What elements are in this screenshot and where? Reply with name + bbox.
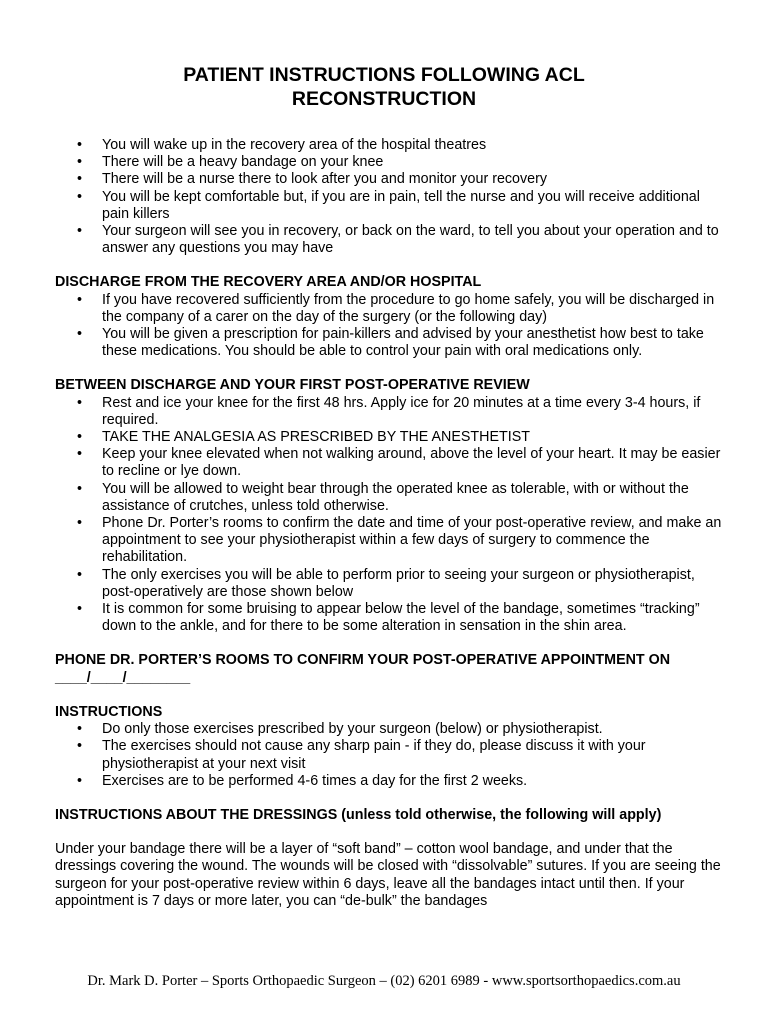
page-title [60, 63, 708, 111]
discharge-heading: DISCHARGE FROM THE RECOVERY AREA AND/OR HOSPITAL [55, 274, 482, 291]
discharge-list [55, 292, 725, 361]
list-item: • Keep your knee elevated when not walking around, above the level of your heart. It may be easier to recline or lye down. [55, 446, 725, 480]
spacer [55, 360, 725, 377]
list-item: • Rest and ice your knee for the first 48 hrs. Apply ice for 20 minutes at a time every 3-4 hours, if required. [55, 395, 725, 429]
page-footer: Dr. Mark D. Porter – Sports Orthopaedic Surgeon – (02) 6201 6989 - www.sportsorthopaedics.com.au [87, 973, 681, 989]
title-line-2: RECONSTRUCTION [291, 88, 477, 110]
list-item: • You will wake up in the recovery area of the hospital theatres [55, 137, 725, 154]
instructions-heading: INSTRUCTIONS [55, 703, 163, 720]
list-item: • Do only those exercises prescribed by your surgeon (below) or physiotherapist. [55, 721, 725, 738]
list-item: • You will be kept comfortable but, if you are in pain, tell the nurse and you will receive additional pain killers [55, 189, 725, 223]
list-item: • If you have recovered sufficiently from the procedure to go home safely, you will be discharged in the company of a carer on the day of the surgery (or the following day) [55, 292, 725, 326]
title-line-1: PATIENT INSTRUCTIONS FOLLOWING ACL [183, 64, 585, 86]
spacer [55, 687, 725, 704]
document-body [55, 137, 725, 910]
between-list [55, 395, 725, 636]
list-item: • The exercises should not cause any sharp pain - if they do, please discuss it with your physiotherapist at your next visit [55, 738, 725, 772]
list-item: • You will be given a prescription for pain-killers and advised by your anesthetist how best to take these medications. You should be able to control your pain with oral medications only. [55, 326, 725, 360]
dressings-heading-text: INSTRUCTIONS ABOUT THE DRESSINGS [55, 806, 338, 823]
list-item: • It is common for some bruising to appear below the level of the bandage, sometimes “tracking” down to the ankle, and for there to be some alteration in sensation in the shin area. [55, 601, 725, 635]
spacer [55, 790, 725, 807]
spacer [55, 824, 725, 841]
between-heading: BETWEEN DISCHARGE AND YOUR FIRST POST-OPERATIVE REVIEW [55, 377, 530, 394]
dressings-heading-note: (unless told otherwise, the following will apply) [341, 806, 662, 823]
spacer [55, 635, 725, 652]
list-item: • TAKE THE ANALGESIA AS PRESCRIBED BY THE ANESTHETIST [55, 429, 725, 446]
intro-list [55, 137, 725, 257]
spacer [55, 257, 725, 274]
dressings-paragraph: Under your bandage there will be a layer of “soft band” – cotton wool bandage, and under that the dressings covering the wound. The wounds will be closed with “dissolvable” sutures. If you are seeing the surgeon for your post-operative review within 6 days, leave all the bandages intact until then. If your appointment is 7 days or more later, you can “de-bulk” the bandages [55, 841, 721, 909]
list-item: • There will be a nurse there to look after you and monitor your recovery [55, 171, 725, 188]
instructions-list [55, 721, 725, 790]
dressings-heading [55, 807, 725, 824]
list-item: • Exercises are to be performed 4-6 times a day for the first 2 weeks. [55, 773, 725, 790]
phone-notice: PHONE DR. PORTER’S ROOMS TO CONFIRM YOUR POST-OPERATIVE APPOINTMENT ON ____/____/________ [55, 652, 671, 686]
list-item: • The only exercises you will be able to perform prior to seeing your surgeon or physiotherapist, post-operatively are those shown below [55, 567, 725, 601]
list-item: • There will be a heavy bandage on your knee [55, 154, 725, 171]
list-item: • Your surgeon will see you in recovery, or back on the ward, to tell you about your operation and to answer any questions you may have [55, 223, 725, 257]
list-item: • Phone Dr. Porter’s rooms to confirm the date and time of your post-operative review, and make an appointment to see your physiotherapist within a few days of surgery to commence the rehabilitation. [55, 515, 725, 567]
list-item: • You will be allowed to weight bear through the operated knee as tolerable, with or without the assistance of crutches, unless told otherwise. [55, 481, 725, 515]
